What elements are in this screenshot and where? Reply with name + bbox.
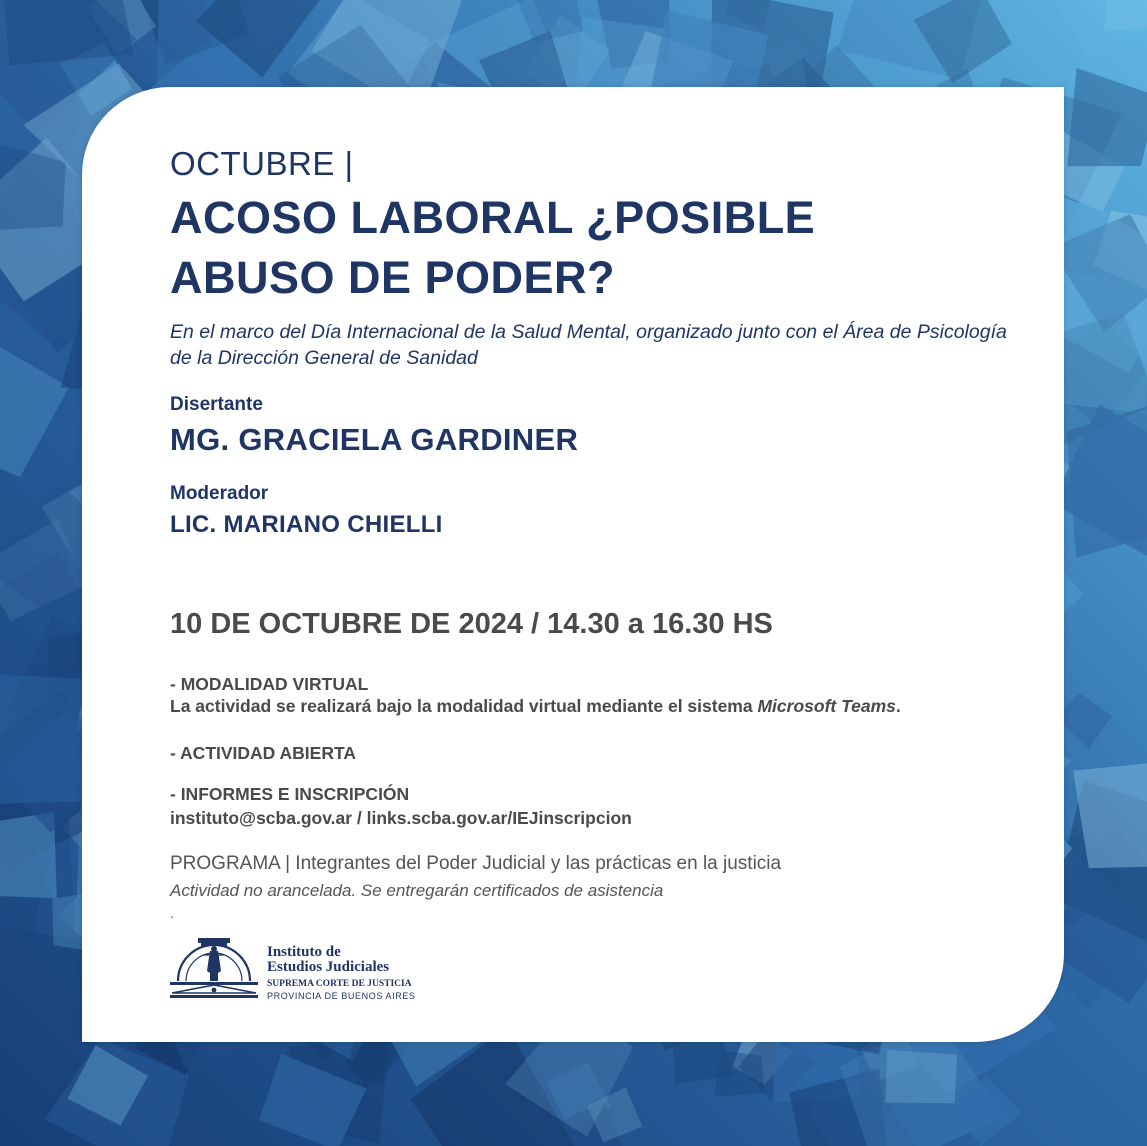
modality-end: . (895, 696, 901, 716)
modality-title: - MODALIDAD VIRTUAL (170, 674, 369, 694)
org-name-line4: PROVINCIA DE BUENOS AIRES (267, 991, 416, 1001)
open-activity-title: - ACTIVIDAD ABIERTA (170, 743, 357, 763)
event-card (82, 87, 1064, 1042)
moderator-label: Moderador (170, 483, 269, 504)
org-name-line3: SUPREMA CORTE DE JUSTICIA (267, 979, 412, 989)
org-name-line1: Instituto de (267, 944, 341, 960)
program-text: PROGRAMA | Integrantes del Poder Judicial y las prácticas en la justicia (170, 853, 782, 874)
org-name-line2: Estudios Judiciales (267, 959, 390, 975)
moderator-name: LIC. MARIANO CHIELLI (170, 511, 443, 538)
event-subtitle: En el marco del Día Internacional de la Salud Mental, organizado junto con el Área de Psicología de la Dirección General de Sanidad (170, 321, 1007, 369)
registration-contact: instituto@scba.gov.ar / links.scba.gov.ar/IEJinscripcion (170, 808, 632, 828)
speaker-name: MG. GRACIELA GARDINER (170, 422, 579, 457)
modality-description (170, 696, 901, 717)
institution-emblem-icon (168, 937, 260, 1003)
modality-text: La actividad se realizará bajo la modalidad virtual mediante el sistema (170, 696, 753, 716)
event-datetime: 10 DE OCTUBRE DE 2024 / 14.30 a 16.30 HS (170, 608, 773, 640)
event-title-line2: ABUSO DE PODER? (170, 252, 616, 303)
modality-platform: Microsoft Teams (757, 696, 896, 716)
registration-title: - INFORMES E INSCRIPCIÓN (170, 784, 410, 804)
event-title-line1: ACOSO LABORAL ¿POSIBLE (170, 192, 816, 243)
program-note: Actividad no arancelada. Se entregarán certificados de asistencia (170, 881, 664, 900)
speaker-label: Disertante (170, 394, 263, 415)
event-month: OCTUBRE | (170, 145, 354, 182)
trailing-dot: . (170, 905, 174, 921)
